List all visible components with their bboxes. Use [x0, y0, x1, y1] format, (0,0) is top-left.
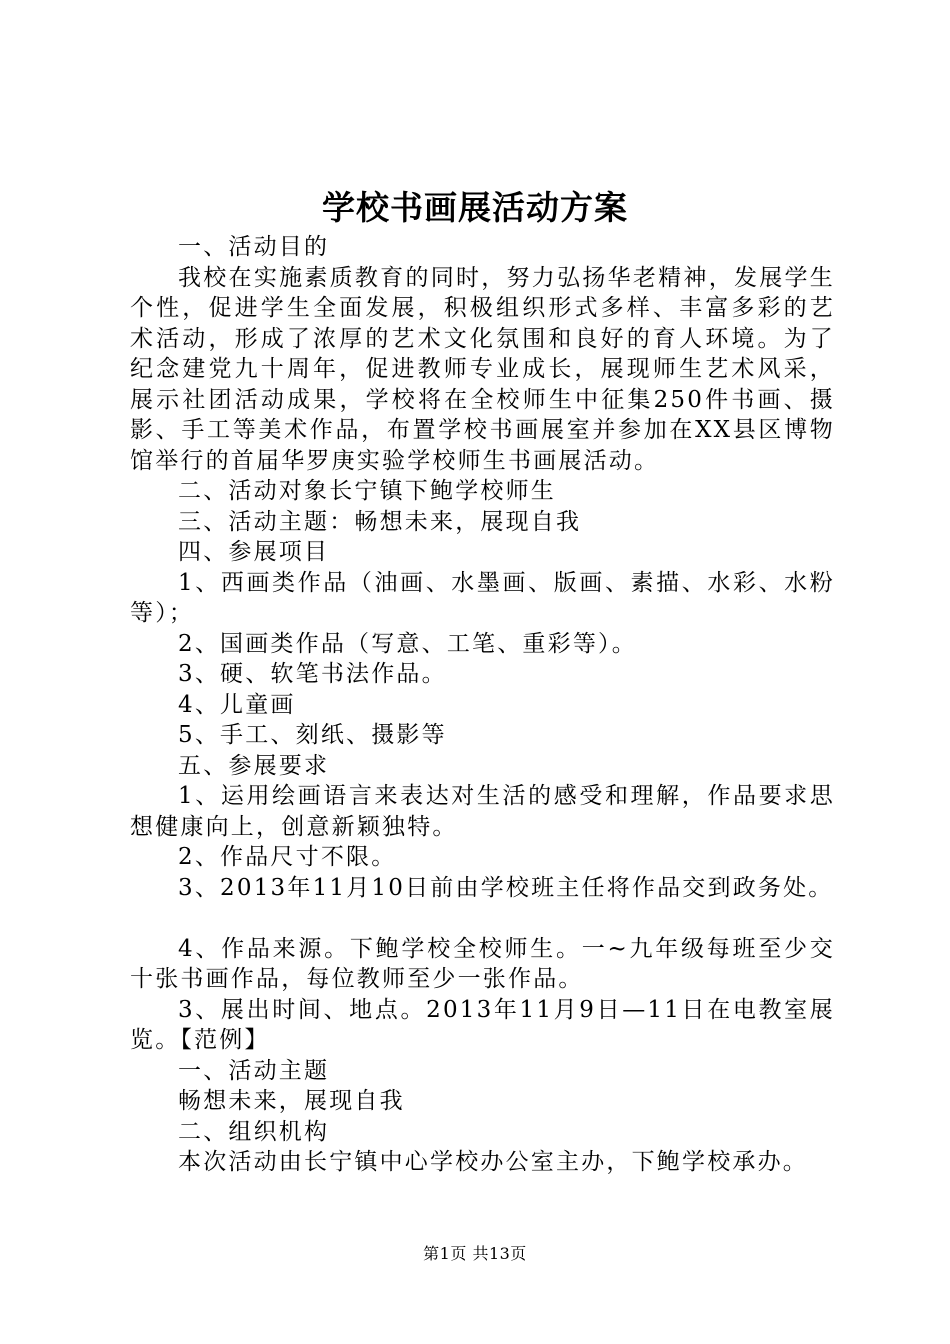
example-theme-text: 畅想未来，展现自我	[178, 1088, 405, 1114]
section-heading-requirements: 五、参展要求	[178, 752, 330, 779]
purpose-paragraph: 我校在实施素质教育的同时，努力弘扬华老精神，发展学生个性，促进学生全面发展，积极组织形式多样、丰富多彩的艺术活动，形成了浓厚的艺术文化氛围和良好的育人环境。为了纪念建党九十周年，促进教师专业成长，展现师生艺术风采，展示社团活动成果，学校将在全校师生中征集250件书画、摄影、手工等美术作品，布置学校书画展室并参加在XX县区博物馆举行的首届华罗庚实验学校师生书画展活动。	[130, 264, 835, 474]
page-footer: 第1页 共13页	[423, 1244, 527, 1263]
category-item-crafts: 5、手工、刻纸、摄影等	[178, 722, 447, 748]
section-heading-categories: 四、参展项目	[178, 539, 330, 565]
requirement-item-2: 2、作品尺寸不限。	[178, 844, 397, 870]
section-heading-participants: 二、活动对象长宁镇下鲍学校师生	[178, 478, 556, 504]
requirement-item-1: 1、运用绘画语言来表达对生活的感受和理解，作品要求思想健康向上，创意新颖独特。	[130, 783, 835, 840]
category-item-calligraphy: 3、硬、软笔书法作品。	[178, 661, 447, 687]
example-heading-organization: 二、组织机构	[178, 1118, 330, 1145]
section-heading-theme: 三、活动主题：畅想未来，展现自我	[178, 508, 582, 535]
section-heading-purpose: 一、活动目的	[178, 234, 330, 260]
category-item-children: 4、儿童画	[178, 691, 296, 718]
category-item-chinese: 2、国画类作品（写意、工笔、重彩等）。	[178, 630, 637, 657]
example-organization-text: 本次活动由长宁镇中心学校办公室主办，下鲍学校承办。	[178, 1149, 808, 1175]
exhibition-time-place: 3、展出时间、地点。2013年11月9日—11日在电教室展览。【范例】	[130, 996, 835, 1053]
example-heading-theme: 一、活动主题	[178, 1057, 330, 1084]
document-body	[130, 232, 835, 1178]
requirement-item-4: 4、作品来源。下鲍学校全校师生。一~九年级每班至少交十张书画作品，每位教师至少一张作品。	[130, 935, 835, 992]
category-item-western: 1、西画类作品（油画、水墨画、版画、素描、水彩、水粉等）；	[130, 569, 835, 626]
document-title: 学校书画展活动方案	[322, 188, 628, 227]
paragraph-gap	[130, 903, 835, 934]
requirement-item-3: 3、2013年11月10日前由学校班主任将作品交到政务处。	[178, 874, 834, 901]
